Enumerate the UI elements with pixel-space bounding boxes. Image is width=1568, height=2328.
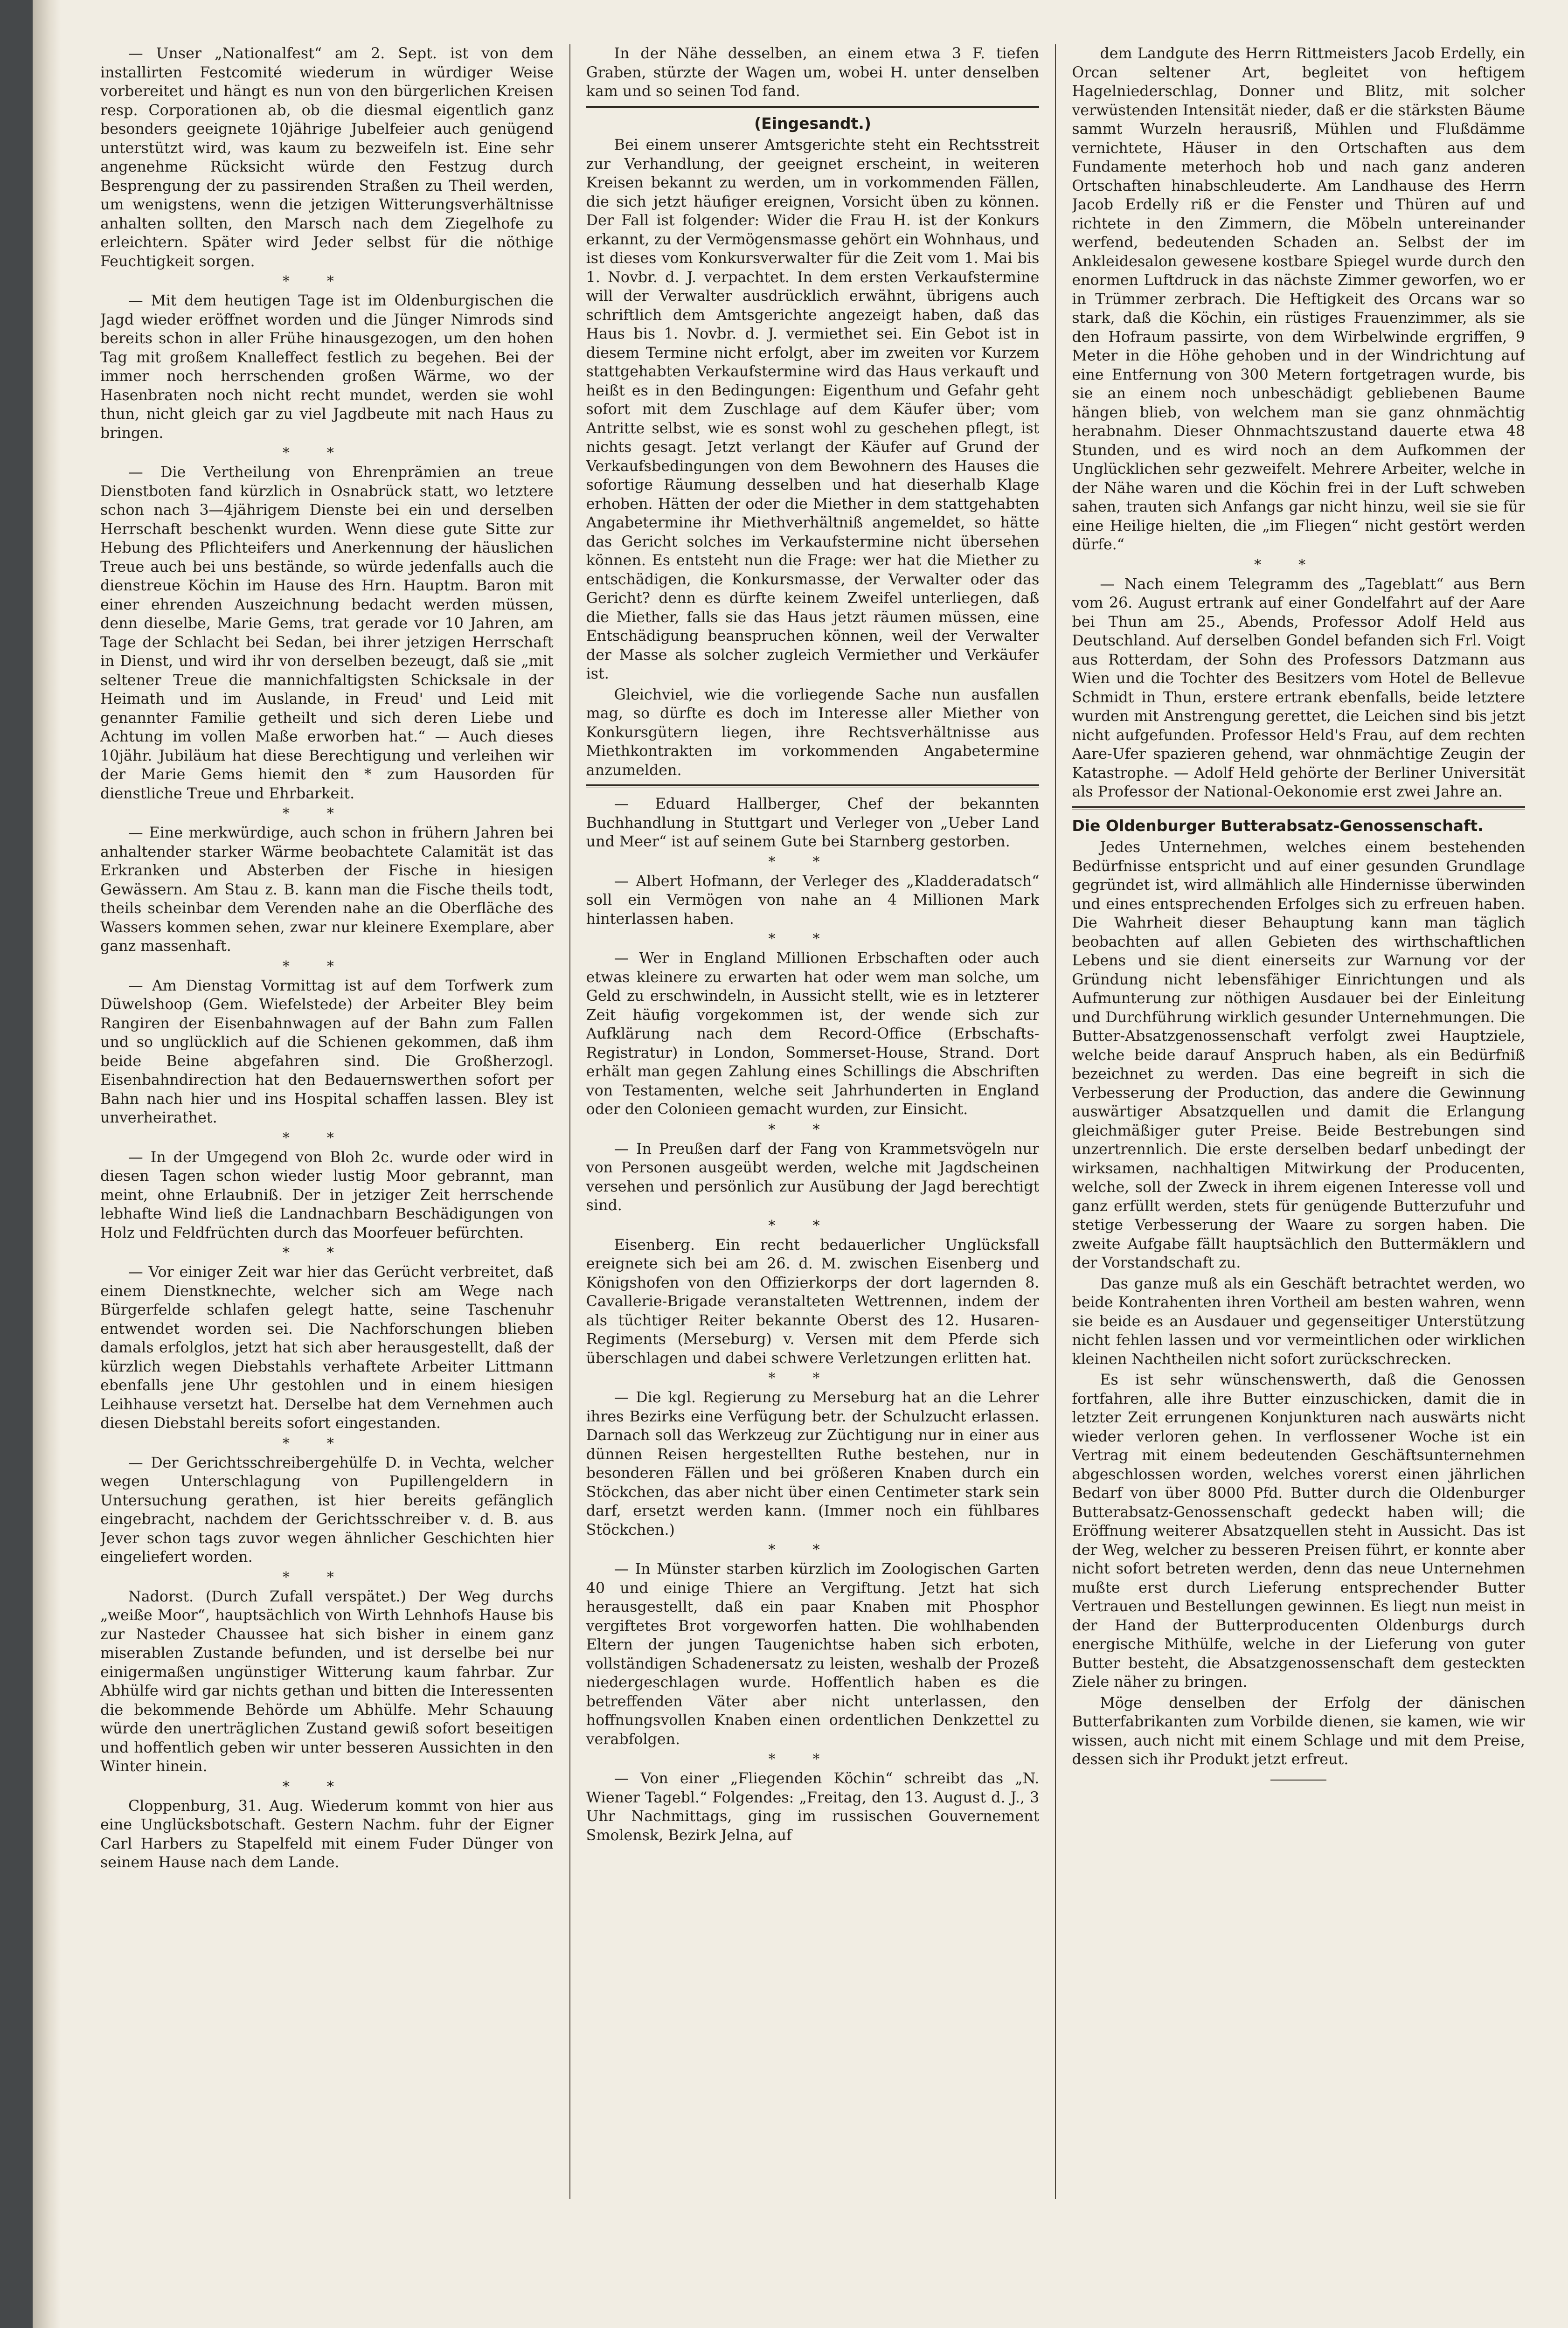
article-moor: — In der Umgegend von Bloh 2c. wurde oder wird in diesen Tagen schon wieder lustig Moor gebrannt, man meint, ohne Erlaubniß. Der in jetziger Zeit herrschende lebhafte Wind ließ die Landnachbarn Beschädigungen von Holz und Feldfrüchten durch das Moorfeuer befürchten. xyxy=(100,1149,554,1241)
separator-asterisks: ** xyxy=(282,1129,371,1146)
separator-asterisks: ** xyxy=(768,1121,857,1138)
article-dienstboten: — Die Vertheilung von Ehrenprämien an treue Dienstboten fand kürzlich in Osnabrück statt, wo letztere schon nach 3—4jährigem Dienste bei ein und derselben Herrschaft beschenkt wurden. Wenn diese gute Sitte zur Hebung des Pflichteifers und Anerkennung der häuslichen Treue auch bei uns bestände, so würde jedenfalls auch die dienstreue Köchin im Hause des Hrn. Hauptm. Baron mit einer ehrenden Auszeichnung bedacht werden müssen, denn dieselbe, Marie Gems, trat gerade vor 10 Jahren, am Tage der Schlacht bei Sedan, bei ihrer jetzigen Herrschaft in Dienst, und wird ihr von derselben bezeugt, daß sie „mit seltener Treue die mannichfaltigsten Schicksale in der Heimath und im Auslande, in Freud' und Leid mit genannter Familie getheilt und sich deren Liebe und Achtung im vollen Maße erworben hat.“ — Auch dieses 10jähr. Jubiläum hat diese Berechtigung und verleihen wir der Marie Gems hiemit den * zum Hausorden für dienstliche Treue und Ehrbarkeit. xyxy=(100,464,554,802)
separator-asterisks: ** xyxy=(282,273,371,290)
section-divider xyxy=(1072,806,1525,810)
separator-asterisks: ** xyxy=(768,1751,857,1767)
article-butterabsatz-vertrag: Es ist sehr wünschenswerth, daß die Genossen fortfahren, alle ihre Butter einzuschicken, damit die in letzter Zeit errungenen Konjunkturen nach auswärts nicht wieder verloren gehen. In verflossener Woche ist ein Vertrag mit einem bedeutenden Geschäftsunternehmen abgeschlossen worden, welches vorerst einen jährlichen Bedarf von über 8000 Pfd. Butter durch die Oldenburger Butterabsatz-Genossenschaft gedeckt haben will; die Eröffnung weiterer Absatzquellen steht in Aussicht. Das ist der Weg, welcher zu besseren Preisen führt, er konnte aber nicht sofort betreten werden, denn das neue Unternehmen mußte erst durch Lieferung entsprechender Butter Vertrauen und Bestellungen gewinnen. Es liegt nun meist in der Hand der Butterproducenten Oldenburgs durch energische Mithülfe, welche in der Lieferung von guter Butter besteht, die Absatzgenossenschaft dem gesteckten Ziele näher zu bringen. xyxy=(1072,1372,1526,1691)
separator-asterisks: ** xyxy=(282,1778,371,1795)
separator-asterisks: ** xyxy=(282,1245,371,1261)
separator-asterisks: ** xyxy=(282,805,371,822)
separator-asterisks: ** xyxy=(282,1569,371,1586)
article-butterabsatz-intro: Jedes Unternehmen, welches einem bestehenden Bedürfnisse entspricht und auf einer gesunden Grundlage gegründet ist, wird allmählich alle Hindernisse überwinden und eines entsprechenden Erfolges sich zu erfreuen haben. Die Wahrheit dieser Behauptung kann man täglich beobachten auf allen Gebieten des wirthschaftlichen Lebens und sie dient einerseits zur Warnung vor der Gründung nicht lebensfähiger Einrichtungen und als Aufmunterung zur nöthigen Ausdauer bei der Einleitung und Durchführung wirklich gesunder Unternehmungen. Die Butter-Absatzgenossenschaft verfolgt zwei Hauptziele, welche beide darauf Anspruch haben, als ein Bedürfniß bezeichnet zu werden. Das eine begreift in sich die Verbesserung der Production, das andere die Gewinnung auswärtiger Absatzquellen und damit die Erlangung gleichmäßiger guter Preise. Beide Bestrebungen sind unzertrennlich. Die erste derselben bedarf unbedingt der wirksamen, nachhaltigen Mitwirkung der Producenten, welche, soll der Zweck in ihrem eigenen Interesse voll und ganz erfüllt werden, stets für genügende Butterzufuhr und stetige Verbesserung der Waare zu sorgen haben. Die zweite Aufgabe fällt hauptsächlich den Buttermäklern und der Vorstandschaft zu. xyxy=(1072,839,1526,1271)
article-fliegende-koechin: — Von einer „Fliegenden Köchin“ schreibt das „N. Wiener Tagebl.“ Folgendes: „Freitag, den 13. August d. J., 3 Uhr Nachmittags, ging im russischen Gouvernement Smolensk, Bezirk Jelna, auf xyxy=(586,1770,1040,1844)
article-unterschlagung: — Der Gerichtsschreibergehülfe D. in Vechta, welcher wegen Unterschlagung von Pupillengeldern in Untersuchung gerathen, ist hier bereits gefänglich eingebracht, nachdem der Gerichtsschreiber v. d. B. aus Jever schon tags zuvor wegen ähnlicher Geschichten hier eingeliefert worden. xyxy=(100,1454,554,1566)
article-columns xyxy=(100,44,1525,2199)
separator-asterisks: ** xyxy=(768,931,857,947)
article-krammetsvoegel: — In Preußen darf der Fang von Krammetsvögeln nur von Personen ausgeübt werden, welche mit Jagdscheinen versehen und persönlich zur Ausübung der Jagd berechtigt sind. xyxy=(586,1140,1040,1214)
article-held-ertrank: — Nach einem Telegramm des „Tageblatt“ aus Bern vom 26. August ertrank auf einer Gondelfahrt auf der Aare bei Thun am 25., Abends, Professor Adolf Held aus Deutschland. Auf derselben Gondel befanden sich Frl. Voigt aus Rotterdam, der Sohn des Professors Datzmann aus Wien und die Tochter des Besitzers vom Hotel de Bellevue Schmidt in Thun, erstere ertrank ebenfalls, beide letztere wurden mit Anstrengung gerettet, die Leichen sind bis jetzt nicht aufgefunden. Professor Held's Frau, auf dem rechten Aare-Ufer spazieren gehend, war ohnmächtige Zeugin der Katastrophe. — Adolf Held gehörte der Berliner Universität als Professor der National-Oekonomie erst zwei Jahre an. xyxy=(1072,575,1526,800)
article-schulzucht: — Die kgl. Regierung zu Merseburg hat an die Lehrer ihres Bezirks eine Verfügung betr. der Schulzucht erlassen. Darnach soll das Werkzeug zur Züchtigung nur in einer aus dünnen Reisen hergestellten Ruthe bestehen, nur in besonderen Fällen und bei größeren Knaben durch ein Stöckchen, das aber nicht über einen Centimeter stark sein darf, ersetzt werden kann. (Immer noch ein fühlbares Stöckchen.) xyxy=(586,1389,1040,1538)
separator-asterisks: ** xyxy=(282,1435,371,1452)
article-fische: — Eine merkwürdige, auch schon in frühern Jahren bei anhaltender starker Wärme beobachtete Calamität ist das Erkranken und Absterben der Fische in hiesigen Gewässern. Am Stau z. B. kann man die Fische theils todt, theils scheinbar dem Verenden nahe an die Oberfläche des Wassers kommen sehen, zwar nur kleinere Exemplare, aber ganz massenhaft. xyxy=(100,824,554,955)
article-jagd: — Mit dem heutigen Tage ist im Oldenburgischen die Jagd wieder eröffnet worden und die Jünger Nimrods sind bereits schon in aller Frühe hinausgezogen, um den hohen Tag mit großem Knalleffect festlich zu begehen. Bei der immer noch herrschenden großen Wärme, wo der Hasenbraten noch nicht recht mundet, werden sie wohl thun, nicht gleich gar zu viel Jagdbeute mit nach Haus zu bringen. xyxy=(100,292,554,442)
article-cloppenburg: Cloppenburg, 31. Aug. Wiederum kommt von hier aus eine Unglücksbotschaft. Gestern Nachm. fuhr der Eigner Carl Harbers zu Stapelfeld mit einem Fuder Dünger von seinem Hause nach dem Lande. xyxy=(100,1797,554,1871)
article-butterabsatz-schluss: Möge denselben der Erfolg der dänischen Butterfabrikanten zum Vorbilde dienen, sie kamen, wie wir wissen, auch nicht mit einem Schlage und mit dem Preise, dessen sich ihr Produkt jetzt erfreut. xyxy=(1072,1694,1526,1768)
article-torfwerk: — Am Dienstag Vormittag ist auf dem Torfwerk zum Düwelshoop (Gem. Wiefelstede) der Arbeiter Bley beim Rangiren der Eisenbahnwagen auf der Bahn zum Fallen und so unglücklich auf die Schienen gekommen, daß ihm beide Beine abgefahren sind. Die Großherzogl. Eisenbahndirection hat den Bedauernswerthen sofort per Bahn nach hier und ins Hospital schaffen lassen. Bley ist unverheirathet. xyxy=(100,977,554,1126)
separator-asterisks: ** xyxy=(768,853,857,870)
column-rule xyxy=(1055,44,1056,2199)
article-nationalfest: — Unser „Nationalfest“ am 2. Sept. ist von dem installirten Festcomité wiederum in würdiger Weise vorbereitet und hängt es nun von den bürgerlichen Kreisen resp. Corporationen ab, ob die diesmal eigentlich ganz besonders geeignete 10jährige Jubelfeier auch genügend unterstützt wird, was kaum zu bezweifeln ist. Eine sehr angenehme Rücksicht würde den Festzug durch Besprengung der zu passirenden Straßen zu Theil werden, um wenigstens, wenn die jetzigen Witterungsverhältnisse anhalten sollten, den Marsch nach dem Ziegelhofe zu erleichtern. Später wird Jeder selbst für die nöthige Feuchtigkeit sorgen. xyxy=(100,45,554,270)
article-fliegende-koechin-cont: dem Landgute des Herrn Rittmeisters Jacob Erdelly, ein Orcan seltener Art, begleitet von heftigem Hagelniederschlag, Donner und Blitz, mit solcher verwüstenden Intensität nieder, daß er die stärksten Bäume sammt Wurzeln herausriß, Mühlen und Flußdämme vernichtete, Häuser in den Ortschaften aus dem Fundamente meterhoch hob und nach ganz anderen Ortschaften hinabschleuderte. Am Landhause des Herrn Jacob Erdelly riß er die Fenster und Thüren auf und richtete in den Zimmern, die Möbeln untereinander werfend, bedeutenden Schaden an. Selbst der im Ankleidesalon gewesene kostbare Spiegel wurde durch den enormen Luftdruck in das nächste Zimmer geworfen, wo er in Trümmer zerbrach. Die Heftigkeit des Orcans war so stark, daß die Köchin, ein rüstiges Frauenzimmer, als sie den Hofraum passirte, von dem Wirbelwinde ergriffen, 9 Meter in die Höhe gehoben und in der Windrichtung auf eine Entfernung von 300 Metern fortgetragen wurde, bis sie an einem noch unbeschädigt gebliebenen Baume hängen blieb, von welchem man sie ganz ohnmächtig herabnahm. Dieser Ohnmachtszustand dauerte etwa 48 Stunden, und es wird noch an dem Aufkommen der Unglücklichen sehr gezweifelt. Mehrere Arbeiter, welche in der Nähe waren und die Köchin frei in der Luft schweben sahen, trauten sich Anfangs gar nicht hinzu, weil sie sie für eine Heilige hielten, die „im Fliegen“ nicht gestört werden dürfe.“ xyxy=(1072,45,1526,553)
page-binding-edge xyxy=(33,0,61,2328)
heading-butterabsatz: Die Oldenburger Butterabsatz-Genossenschaft. xyxy=(1072,816,1484,835)
article-erbschaften: — Wer in England Millionen Erbschaften oder auch etwas kleinere zu erwarten hat oder wem man solche, um Geld zu erschwindeln, in Aussicht stellt, wie es in letzterer Zeit häufig vorgekommen ist, der wende sich zur Aufklärung nach dem Record-Office (Erbschafts-Registratur) in London, Sommerset-House, Strand. Dort erhält man gegen Zahlung eines Schillings die Abschriften von Testamenten, welche seit Jahrhunderten in England oder den Colonieen gemacht wurden, zur Einsicht. xyxy=(586,950,1040,1118)
article-butterabsatz-geschaeft: Das ganze muß als ein Geschäft betrachtet werden, wo beide Kontrahenten ihren Vortheil am besten wahren, wenn sie beide es an Ausdauer und gegenseitiger Unterstützung nicht fehlen lassen und vor vermeintlichen oder wirklichen kleinen Nachtheilen nicht sofort zurückschrecken. xyxy=(1072,1275,1526,1368)
article-taschenuhr: — Vor einiger Zeit war hier das Gerücht verbreitet, daß einem Dienstknechte, welcher sich am Wege nach Bürgerfelde schlafen gelegt hatte, seine Taschenuhr entwendet worden sei. Die Nachforschungen blieben damals erfolglos, jetzt hat sich aber herausgestellt, daß der kürzlich wegen Diebstahls verhaftete Arbeiter Littmann ebenfalls jene Uhr gestohlen und in einem hiesigen Leihhause versetzt hat. Derselbe hat dem Vernehmen auch diesen Diebstahl bereits sofort eingestanden. xyxy=(100,1264,554,1432)
separator-asterisks: ** xyxy=(282,958,371,975)
column-left xyxy=(100,44,554,2199)
section-divider xyxy=(586,784,1040,788)
article-eisenberg: Eisenberg. Ein recht bedauerlicher Unglücksfall ereignete sich bei am 26. d. M. zwischen Eisenberg und Königshofen von den Offizierkorps der dort lagernden 8. Cavallerie-Brigade veranstalteten Wettrennen, indem der als tüchtiger Reiter bekannte Oberst des 12. Husaren-Regiments (Merseburg) v. Versen mit dem Pferde sich überschlagen und dabei schwere Verletzungen erlitten hat. xyxy=(586,1236,1040,1367)
column-rule xyxy=(569,44,570,2199)
section-divider xyxy=(586,106,1040,108)
end-rule xyxy=(1270,1780,1326,1781)
article-hofmann: — Albert Hofmann, der Verleger des „Kladderadatsch“ soll ein Vermögen von nahe an 4 Millionen Mark hinterlassen haben. xyxy=(586,873,1040,928)
separator-asterisks: ** xyxy=(768,1542,857,1558)
heading-eingesandt: (Eingesandt.) xyxy=(754,114,871,132)
article-eingesandt: Bei einem unserer Amtsgerichte steht ein Rechtsstreit zur Verhandlung, der geeignet erscheint, in weiteren Kreisen bekannt zu werden, um in vorkommenden Fällen, die sich jetzt häufiger ereignen, Vorsicht üben zu können. Der Fall ist folgender: Wider die Frau H. ist der Konkurs erkannt, zu der Vermögensmasse gehört ein Wohnhaus, und ist dieses vom Konkursverwalter für die Zeit vom 1. Mai bis 1. Novbr. d. J. verpachtet. In dem ersten Verkaufstermine will der Verwalter ausdrücklich erwähnt, übrigens auch schriftlich dem Amtsgerichte angezeigt haben, daß das Haus bis 1. Novbr. d. J. vermiethet sei. Ein Gebot ist in diesem Termine nicht erfolgt, aber im zweiten vor Kurzem stattgehabten Verkaufstermine wird das Haus verkauft und heißt es in den Bedingungen: Eigenthum und Gefahr geht sofort mit dem Zuschlage auf dem Käufer über; vom Antritte selbst, wie es sonst wohl zu geschehen pflegt, ist nichts gesagt. Jetzt verlangt der Käufer auf Grund der Verkaufsbedingungen von dem Bewohnern des Hauses die sofortige Räumung desselben und hat dieserhalb Klage erhoben. Hätten der oder die Miether in dem stattgehabten Angabetermine ihr Miethverhältniß angemeldet, so hätte das Gericht solches im Verkaufstermine nicht übersehen können. Es entsteht nun die Frage: wer hat die Miether zu entschädigen, die Konkursmasse, der Verwalter oder das Gericht? denn es dürfte keinem Zweifel unterliegen, daß die Miether, falls sie das Haus jetzt räumen müssen, eine Entschädigung beanspruchen können, weil der Verwalter der Masse als solcher zugleich Vermiether und Verkäufer ist. xyxy=(586,137,1040,682)
column-right xyxy=(1072,44,1525,2199)
article-eingesandt-conclusion: Gleichviel, wie die vorliegende Sache nun ausfallen mag, so dürfte es doch im Interesse aller Miether von Konkursgütern liegen, ihre Rechtsverhältnisse aus Miethkontrakten im vorkommenden Angabetermine anzumelden. xyxy=(586,686,1040,779)
article-cloppenburg-cont: In der Nähe desselben, an einem etwa 3 F. tiefen Graben, stürzte der Wagen um, wobei H. unter denselben kam und so seinen Tod fand. xyxy=(586,45,1040,100)
separator-asterisks: ** xyxy=(282,445,371,461)
separator-asterisks: ** xyxy=(1254,556,1343,573)
separator-asterisks: ** xyxy=(768,1370,857,1386)
article-hallberger: — Eduard Hallberger, Chef der bekannten Buchhandlung in Stuttgart und Verleger von „Ueber Land und Meer“ ist auf seinem Gute bei Starnberg gestorben. xyxy=(586,796,1040,850)
article-nadorst: Nadorst. (Durch Zufall verspätet.) Der Weg durchs „weiße Moor“, hauptsächlich von Wirth Lehnhofs Hause bis zur Nasteder Chaussee hat sich bisher in einem ganz miserablen Zustande befunden, und ist derselbe bei nur einigermaßen ungünstiger Witterung kaum fahrbar. Zur Abhülfe wird gar nichts gethan und bitten die Interessenten die bekommende Behörde um Abhülfe. Mehr Schauung würde den unerträglichen Zustand gewiß sofort beseitigen und hoffentlich geben wir unter besseren Aussichten in den Winter hinein. xyxy=(100,1588,554,1775)
separator-asterisks: ** xyxy=(768,1217,857,1234)
article-vergiftung: — In Münster starben kürzlich im Zoologischen Garten 40 und einige Thiere an Vergiftung. Jetzt hat sich herausgestellt, daß ein paar Knaben mit Phosphor vergiftetes Brot vorgeworfen hatten. Die wohlhabenden Eltern der jungen Taugenichtse haben sich erboten, vollständigen Schadenersatz zu leisten, weshalb der Prozeß niedergeschlagen wurde. Hoffentlich haben es die betreffenden Väter aber nicht unterlassen, den hoffnungsvollen Knaben einen ordentlichen Denkzettel zu verabfolgen. xyxy=(586,1561,1040,1748)
column-middle xyxy=(586,44,1040,2199)
